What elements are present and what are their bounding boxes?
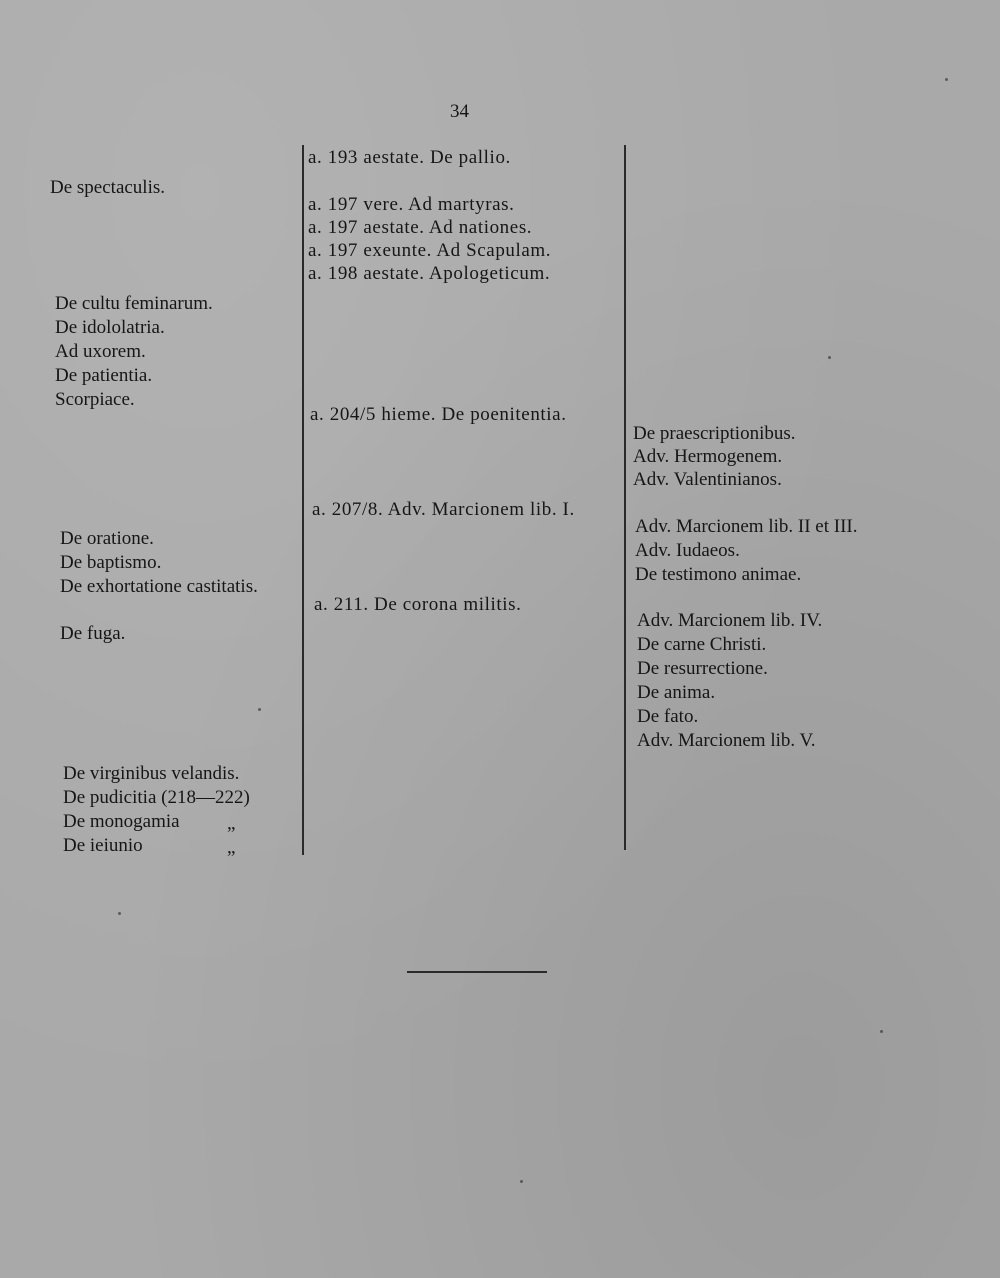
ditto-mark: „ [227, 813, 236, 834]
right-entry: Adv. Marcionem lib. II et III. [635, 516, 858, 537]
middle-entry: a. 197 exeunte. Ad Scapulam. [308, 240, 552, 261]
left-entry: De fuga. [60, 623, 126, 644]
paper-speck [880, 1030, 883, 1033]
middle-entry: a. 198 aestate. Apologeticum. [308, 263, 551, 284]
end-rule [407, 971, 547, 973]
right-entry: De testimono animae. [635, 564, 802, 585]
middle-entry: a. 193 aestate. De pallio. [308, 147, 511, 168]
middle-entry: a. 211. De corona militis. [314, 594, 522, 615]
left-entry: De monogamia [63, 811, 180, 832]
left-entry: De idololatria. [55, 317, 165, 338]
right-entry: De anima. [637, 682, 716, 703]
left-entry: De exhortatione castitatis. [60, 576, 258, 597]
paper-speck [828, 356, 831, 359]
middle-entry: a. 204/5 hieme. De poenitentia. [310, 404, 567, 425]
ditto-mark: „ [227, 837, 236, 858]
left-entry: De spectaculis. [50, 177, 166, 198]
column-rule-left [302, 145, 304, 855]
left-entry: De oratione. [60, 528, 154, 549]
right-entry: Adv. Iudaeos. [635, 540, 740, 561]
middle-entry: a. 197 aestate. Ad nationes. [308, 217, 533, 238]
left-entry: De pudicitia (218—222) [63, 787, 250, 808]
right-entry: Adv. Marcionem lib. V. [637, 730, 816, 751]
left-entry: Ad uxorem. [55, 341, 146, 362]
left-entry: De patientia. [55, 365, 153, 386]
column-rule-right [624, 145, 626, 850]
left-entry: De virginibus velandis. [63, 763, 240, 784]
paper-speck [258, 708, 261, 711]
paper-speck [118, 912, 121, 915]
right-entry: Adv. Hermogenem. [633, 446, 783, 467]
paper-speck [520, 1180, 523, 1183]
page-number: 34 [450, 101, 469, 122]
right-entry: Adv. Marcionem lib. IV. [637, 610, 823, 631]
left-entry: De baptismo. [60, 552, 162, 573]
paper-speck [945, 78, 948, 81]
right-entry: De praescriptionibus. [633, 423, 796, 444]
right-entry: De carne Christi. [637, 634, 767, 655]
left-entry: De cultu feminarum. [55, 293, 213, 314]
left-entry: De ieiunio [63, 835, 143, 856]
middle-entry: a. 197 vere. Ad martyras. [308, 194, 515, 215]
right-entry: De fato. [637, 706, 699, 727]
left-entry: Scorpiace. [55, 389, 135, 410]
right-entry: De resurrectione. [637, 658, 768, 679]
middle-entry: a. 207/8. Adv. Marcionem lib. I. [312, 499, 575, 520]
right-entry: Adv. Valentinianos. [633, 469, 782, 490]
